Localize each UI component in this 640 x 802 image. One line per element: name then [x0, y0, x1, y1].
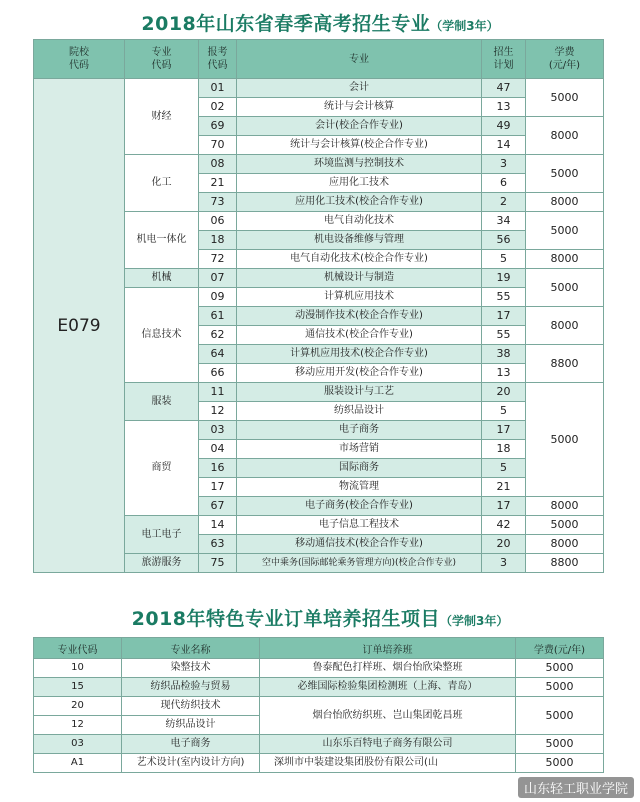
register-code: 02: [199, 98, 237, 117]
register-code: 64: [199, 345, 237, 364]
fee-cell: 8800: [526, 554, 604, 573]
major-name: 国际商务: [237, 459, 482, 478]
plan-count: 5: [482, 459, 526, 478]
register-code: 12: [199, 402, 237, 421]
plan-count: 20: [482, 535, 526, 554]
fee-cell: 8000: [526, 250, 604, 269]
table-row: [34, 735, 604, 754]
program-code: 03: [34, 735, 122, 754]
category-cell: 服装: [125, 383, 199, 421]
table-header-row: [34, 638, 604, 659]
register-code: 69: [199, 117, 237, 136]
header-major-code: 专业 代码: [125, 40, 199, 79]
header-code: 专业代码: [34, 638, 122, 659]
major-name: 计算机应用技术: [237, 288, 482, 307]
major-name: 空中乘务(国际邮轮乘务管理方向)(校企合作专业): [237, 554, 482, 573]
plan-count: 42: [482, 516, 526, 535]
major-name: 动漫制作技术(校企合作专业): [237, 307, 482, 326]
plan-count: 17: [482, 497, 526, 516]
fee-cell: 5000: [526, 383, 604, 497]
major-name: 机电设备维修与管理: [237, 231, 482, 250]
program-fee: 5000: [516, 735, 604, 754]
table-row: [34, 659, 604, 678]
major-name: 物流管理: [237, 478, 482, 497]
fee-cell: 5000: [526, 269, 604, 307]
plan-count: 17: [482, 307, 526, 326]
fee-cell: 5000: [526, 516, 604, 535]
register-code: 66: [199, 364, 237, 383]
major-name: 服装设计与工艺: [237, 383, 482, 402]
register-code: 17: [199, 478, 237, 497]
fee-cell: 5000: [526, 79, 604, 117]
program-class: 鲁泰配色打样班、烟台怡欣染整班: [260, 659, 516, 678]
category-cell: 机电一体化: [125, 212, 199, 269]
major-name: 电子商务: [237, 421, 482, 440]
program-class: 必维国际检验集团检测班（上海、青岛）: [260, 678, 516, 697]
register-code: 62: [199, 326, 237, 345]
table-row: [34, 678, 604, 697]
plan-count: 18: [482, 440, 526, 459]
major-name: 通信技术(校企合作专业): [237, 326, 482, 345]
plan-count: 3: [482, 155, 526, 174]
special-programs-table: [33, 637, 604, 773]
register-code: 14: [199, 516, 237, 535]
plan-count: 34: [482, 212, 526, 231]
register-code: 16: [199, 459, 237, 478]
register-code: 72: [199, 250, 237, 269]
fee-cell: 8000: [526, 535, 604, 554]
title-special-programs: [0, 604, 640, 631]
register-code: 18: [199, 231, 237, 250]
program-name: 纺织品检验与贸易: [122, 678, 260, 697]
major-name: 会计: [237, 79, 482, 98]
register-code: 03: [199, 421, 237, 440]
plan-count: 38: [482, 345, 526, 364]
program-name: 现代纺织技术: [122, 697, 260, 716]
register-code: 61: [199, 307, 237, 326]
header-plan: 招生 计划: [482, 40, 526, 79]
major-name: 纺织品设计: [237, 402, 482, 421]
program-name: 艺术设计(室内设计方向): [122, 754, 260, 773]
program-code: 12: [34, 716, 122, 735]
major-name: 应用化工技术: [237, 174, 482, 193]
title-sub: （学制3年）: [430, 19, 499, 33]
category-cell: 财经: [125, 79, 199, 155]
program-fee: 5000: [516, 659, 604, 678]
plan-count: 3: [482, 554, 526, 573]
program-code: 15: [34, 678, 122, 697]
register-code: 67: [199, 497, 237, 516]
category-cell: 信息技术: [125, 288, 199, 383]
major-name: 环境监测与控制技术: [237, 155, 482, 174]
program-code: 10: [34, 659, 122, 678]
major-name: 电气自动化技术: [237, 212, 482, 231]
plan-count: 5: [482, 402, 526, 421]
register-code: 09: [199, 288, 237, 307]
program-class: 深圳市中装建设集团股份有限公司(山: [260, 754, 516, 773]
plan-count: 2: [482, 193, 526, 212]
plan-count: 56: [482, 231, 526, 250]
admission-table: [33, 39, 604, 573]
fee-cell: 8000: [526, 307, 604, 345]
program-name: 纺织品设计: [122, 716, 260, 735]
fee-cell: 5000: [526, 212, 604, 250]
plan-count: 5: [482, 250, 526, 269]
plan-count: 6: [482, 174, 526, 193]
major-name: 应用化工技术(校企合作专业): [237, 193, 482, 212]
major-name: 统计与会计核算: [237, 98, 482, 117]
program-code: A1: [34, 754, 122, 773]
major-name: 计算机应用技术(校企合作专业): [237, 345, 482, 364]
plan-count: 47: [482, 79, 526, 98]
category-cell: 电工电子: [125, 516, 199, 554]
register-code: 70: [199, 136, 237, 155]
major-name: 会计(校企合作专业): [237, 117, 482, 136]
plan-count: 13: [482, 98, 526, 117]
header-school-code: 院校 代码: [34, 40, 125, 79]
header-fee: 学费(元/年): [516, 638, 604, 659]
major-name: 电子信息工程技术: [237, 516, 482, 535]
fee-cell: 5000: [526, 155, 604, 193]
program-class: 烟台怡欣纺织班、岂山集团乾昌班: [260, 697, 516, 735]
major-name: 市场营销: [237, 440, 482, 459]
major-name: 电气自动化技术(校企合作专业): [237, 250, 482, 269]
category-cell: 商贸: [125, 421, 199, 516]
header-name: 专业名称: [122, 638, 260, 659]
program-class: 山东乐百特电子商务有限公司: [260, 735, 516, 754]
header-fee: 学费 (元/年): [526, 40, 604, 79]
fee-cell: 8000: [526, 117, 604, 155]
table-header-row: [34, 40, 604, 79]
header-register-code: 报考 代码: [199, 40, 237, 79]
plan-count: 13: [482, 364, 526, 383]
table-row: [34, 754, 604, 773]
register-code: 08: [199, 155, 237, 174]
plan-count: 55: [482, 288, 526, 307]
plan-count: 14: [482, 136, 526, 155]
register-code: 06: [199, 212, 237, 231]
major-name: 机械设计与制造: [237, 269, 482, 288]
school-code: E079: [34, 79, 125, 573]
register-code: 73: [199, 193, 237, 212]
program-code: 20: [34, 697, 122, 716]
register-code: 04: [199, 440, 237, 459]
program-fee: 5000: [516, 754, 604, 773]
title-main: 2018年山东省春季高考招生专业: [141, 13, 431, 35]
plan-count: 19: [482, 269, 526, 288]
program-fee: 5000: [516, 697, 604, 735]
program-name: 染整技术: [122, 659, 260, 678]
register-code: 07: [199, 269, 237, 288]
title-main: 2018年特色专业订单培养招生项目: [131, 608, 441, 630]
register-code: 11: [199, 383, 237, 402]
plan-count: 21: [482, 478, 526, 497]
program-fee: 5000: [516, 678, 604, 697]
register-code: 63: [199, 535, 237, 554]
title-sub: （学制3年）: [440, 614, 509, 628]
register-code: 01: [199, 79, 237, 98]
register-code: 75: [199, 554, 237, 573]
table-row: [34, 697, 604, 716]
category-cell: 旅游服务: [125, 554, 199, 573]
fee-cell: 8000: [526, 497, 604, 516]
major-name: 移动应用开发(校企合作专业): [237, 364, 482, 383]
program-name: 电子商务: [122, 735, 260, 754]
major-name: 电子商务(校企合作专业): [237, 497, 482, 516]
title-admission: [0, 9, 640, 36]
register-code: 21: [199, 174, 237, 193]
watermark: 山东轻工职业学院: [518, 777, 634, 798]
table-row: [34, 79, 604, 98]
plan-count: 20: [482, 383, 526, 402]
category-cell: 化工: [125, 155, 199, 212]
fee-cell: 8800: [526, 345, 604, 383]
plan-count: 49: [482, 117, 526, 136]
major-name: 移动通信技术(校企合作专业): [237, 535, 482, 554]
major-name: 统计与会计核算(校企合作专业): [237, 136, 482, 155]
header-major: 专业: [237, 40, 482, 79]
category-cell: 机械: [125, 269, 199, 288]
fee-cell: 8000: [526, 193, 604, 212]
header-class: 订单培养班: [260, 638, 516, 659]
plan-count: 17: [482, 421, 526, 440]
plan-count: 55: [482, 326, 526, 345]
